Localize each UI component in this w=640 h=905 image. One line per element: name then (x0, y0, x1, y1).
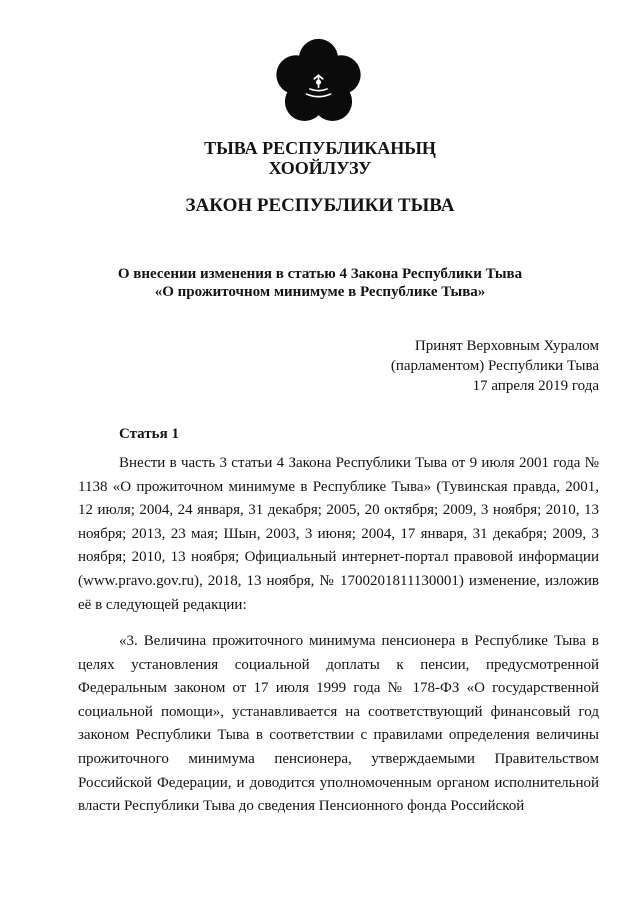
parliament-name-line1: ТЫВА РЕСПУБЛИКАНЫҢ (204, 138, 436, 158)
article-paragraph-2: «3. Величина прожиточного минимума пенсионера в Республике Тыва в целях установления социальной доплаты к пенсии, предусмотренной Федеральным законом от 17 июля 1999 года № 178-ФЗ «О государственной социальной помощи», устанавливается на соответствующий финансовый год законом Республики Тыва в соответствии с правилами определения величины прожиточного минимума пенсионера, утверждаемыми Правительством Российской Федерации, и доводится уполномоченным органом исполнительной власти Республики Тыва до сведения Пенсионного фонда Российской (78, 633, 599, 815)
parliament-name-line2: ХООЙЛУЗУ (268, 158, 372, 178)
law-title-line1: О внесении изменения в статью 4 Закона Республики Тыва (117, 266, 523, 282)
adoption-date: 17 апреля 2019 года (472, 378, 599, 394)
article-paragraph-1: Внести в часть 3 статьи 4 Закона Республики Тыва от 9 июля 2001 года № 1138 «О прожиточном минимуме в Республике Тыва» (Тувинская правда, 2001, 12 июля; 2004, 24 января, 31 декабря; 2005, 20 октября; 2009, 3 ноября; 2010, 13 ноября; 2013, 23 мая; Шын, 2003, 3 июня; 2004, 17 января, 31 декабря; 2009, 3 ноября; 2010, 13 ноября; Официальный интернет-портал правовой информации (www.pravo.gov.ru), 2018, 13 ноября, № 1700201811130001) изменение, изложив её в следующей редакции: (78, 455, 599, 613)
adoption-line1: Принят Верховным Хуралом (414, 338, 599, 354)
adoption-block (391, 336, 599, 396)
adoption-line2: (парламентом) Республики Тыва (390, 358, 599, 374)
tuva-emblem-icon (276, 38, 361, 123)
article-heading: Статья 1 (119, 426, 179, 442)
law-heading: ЗАКОН РЕСПУБЛИКИ ТЫВА (185, 195, 455, 216)
law-title-line2: «О прожиточном минимуме в Республике Тыва» (154, 284, 486, 300)
